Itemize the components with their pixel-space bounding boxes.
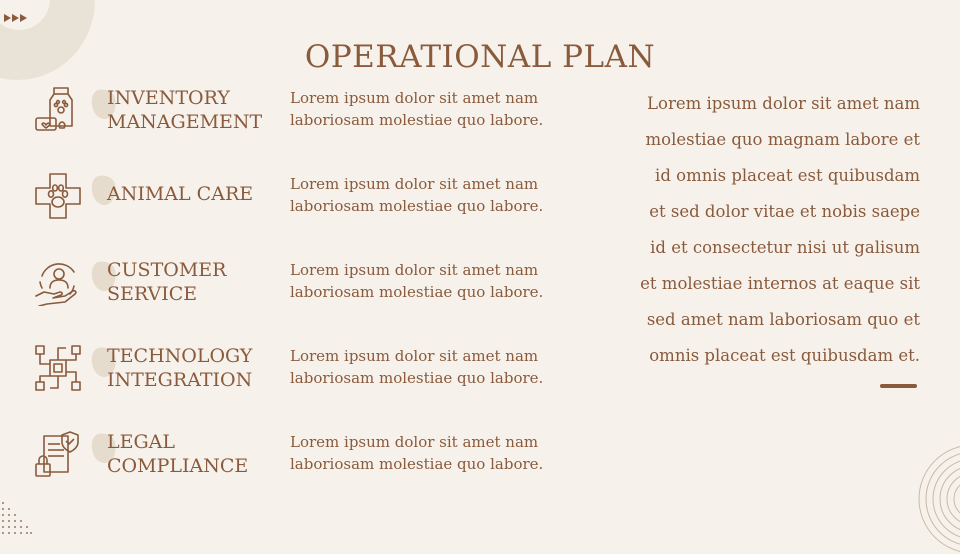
plan-description: Lorem ipsum dolor sit amet nam laboriosam molestiae quo labore. — [290, 89, 544, 129]
accent-bar — [880, 384, 917, 388]
dots-decoration — [0, 500, 34, 540]
plan-row-customer-service — [34, 258, 574, 318]
concentric-circles-decoration — [918, 444, 960, 554]
plan-label: ANIMAL CARE — [107, 183, 254, 205]
plan-label: TECHNOLOGY INTEGRATION — [107, 345, 253, 391]
plan-row-technology — [34, 344, 574, 404]
plan-description: Lorem ipsum dolor sit amet nam laboriosam molestiae quo labore. — [290, 175, 544, 215]
pet-food-bag-icon — [34, 86, 82, 134]
legal-document-icon — [34, 430, 82, 478]
side-paragraph: Lorem ipsum dolor sit amet nam molestiae quo magnam labore et id omnis placeat est quibusdam et sed dolor vitae et nobis saepe id et consectetur nisi ut galisum et molestiae internos at eaque sit sed amet nam laboriosam quo et omnis placeat est quibusdam et. — [640, 94, 920, 365]
plan-label: LEGAL COMPLIANCE — [107, 431, 249, 477]
plan-row-legal — [34, 430, 574, 490]
page-title: OPERATIONAL PLAN — [304, 38, 656, 75]
plan-row-inventory — [34, 86, 574, 146]
plan-description: Lorem ipsum dolor sit amet nam laboriosam molestiae quo labore. — [290, 433, 544, 473]
circuit-chip-icon — [34, 344, 82, 392]
plan-description: Lorem ipsum dolor sit amet nam laboriosam molestiae quo labore. — [290, 261, 544, 301]
plan-row-animal-care — [34, 172, 574, 232]
customer-care-icon — [34, 258, 82, 306]
plan-label: INVENTORY MANAGEMENT — [107, 87, 263, 133]
plan-label: CUSTOMER SERVICE — [107, 259, 227, 305]
plan-description: Lorem ipsum dolor sit amet nam laboriosam molestiae quo labore. — [290, 347, 544, 387]
arrows-decoration — [4, 14, 27, 22]
paw-cross-icon — [34, 172, 82, 220]
